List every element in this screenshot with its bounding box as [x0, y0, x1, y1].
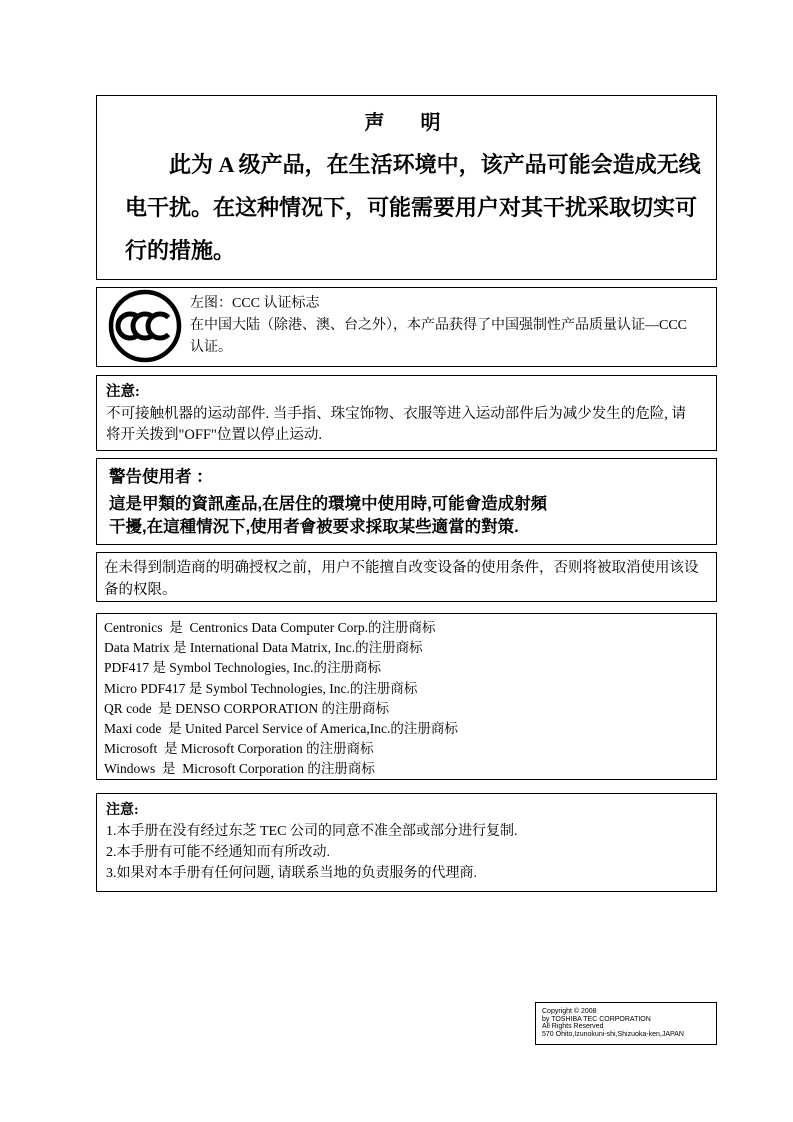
caution-line: 不可接触机器的运动部件. 当手指、珠宝饰物、衣服等进入运动部件后为减少发生的危险, 请 [106, 405, 686, 422]
copyright-line: by TOSHIBA TEC CORPORATION [542, 1015, 651, 1023]
trademark-item: Data Matrix 是 International Data Matrix, Inc.的注册商标 [104, 640, 423, 656]
trademark-item: QR code 是 DENSO CORPORATION 的注册商标 [104, 700, 390, 716]
ccc-logo-letter-c3 [148, 314, 168, 338]
declaration-body [97, 143, 716, 272]
declaration-line: 电干扰。在这种情况下，可能需要用户对其干扰采取切实可 [125, 195, 698, 220]
copyright-line: 570 Ohito,Izunokuni-shi,Shizuoka-ken,JAPAN [542, 1030, 684, 1038]
declaration-line: 此为 A 级产品，在生活环境中，该产品可能会造成无线 [169, 152, 701, 177]
ccc-certification-box [96, 287, 717, 367]
caution-heading: 注意: [106, 384, 140, 400]
copyright-line: Copyright © 2008 [542, 1008, 597, 1015]
authorization-box [96, 552, 717, 602]
copyright-line: All Rights Reserved [542, 1023, 604, 1031]
notice-line: 3.如果对本手册有任何问题, 请联系当地的负责服务的代理商. [106, 866, 477, 881]
ccc-logo-ring [111, 292, 179, 360]
authorization-line: 备的权限。 [104, 582, 177, 598]
ccc-logo-icon [97, 288, 193, 366]
notice-box [96, 793, 717, 892]
notice-heading: 注意: [106, 803, 139, 818]
warning-line: 干擾,在這種情況下,使用者會被要求採取某些適當的對策. [109, 517, 519, 536]
trademark-item: Maxi code 是 United Parcel Service of America,Inc.的注册商标 [104, 721, 458, 737]
trademarks-box [96, 613, 717, 780]
warning-body [109, 493, 716, 539]
copyright-box [535, 1002, 717, 1045]
trademark-item: Windows 是 Microsoft Corporation 的注册商标 [104, 761, 375, 777]
warning-line: 這是甲類的資訊產品,在居住的環境中使用時,可能會造成射頻 [109, 494, 548, 513]
caution-moving-parts-box [96, 375, 717, 451]
declaration-title: 声 明 [364, 112, 449, 134]
trademark-item: Microsoft 是 Microsoft Corporation 的注册商标 [104, 741, 374, 757]
trademark-item: PDF417 是 Symbol Technologies, Inc.的注册商标 [104, 660, 382, 676]
ccc-line: 认证。 [190, 340, 232, 355]
notice-line: 2.本手册有可能不经通知而有所改动. [106, 845, 330, 860]
trademark-item: Micro PDF417 是 Symbol Technologies, Inc.的注册商标 [104, 680, 418, 696]
declaration-line: 行的措施。 [125, 238, 236, 263]
user-warning-box [96, 458, 717, 545]
ccc-line: 左图：CCC 认证标志 [190, 296, 320, 311]
warning-heading: 警告使用者 ： [109, 468, 213, 486]
ccc-line: 在中国大陆（除港、澳、台之外），本产品获得了中国强制性产品质量认证—CCC [190, 318, 688, 333]
trademark-item: Centronics 是 Centronics Data Computer Corp.的注册商标 [104, 620, 436, 635]
declaration-box [96, 95, 717, 280]
authorization-line: 在未得到制造商的明确授权之前，用户不能擅自改变设备的使用条件，否则将被取消使用该设 [104, 560, 699, 576]
ccc-text [190, 293, 687, 359]
notice-line: 1.本手册在没有经过东芝 TEC 公司的同意不准全部或部分进行复制. [106, 824, 518, 839]
caution-line: 将开关拨到"OFF"位置以停止运动. [106, 427, 323, 443]
